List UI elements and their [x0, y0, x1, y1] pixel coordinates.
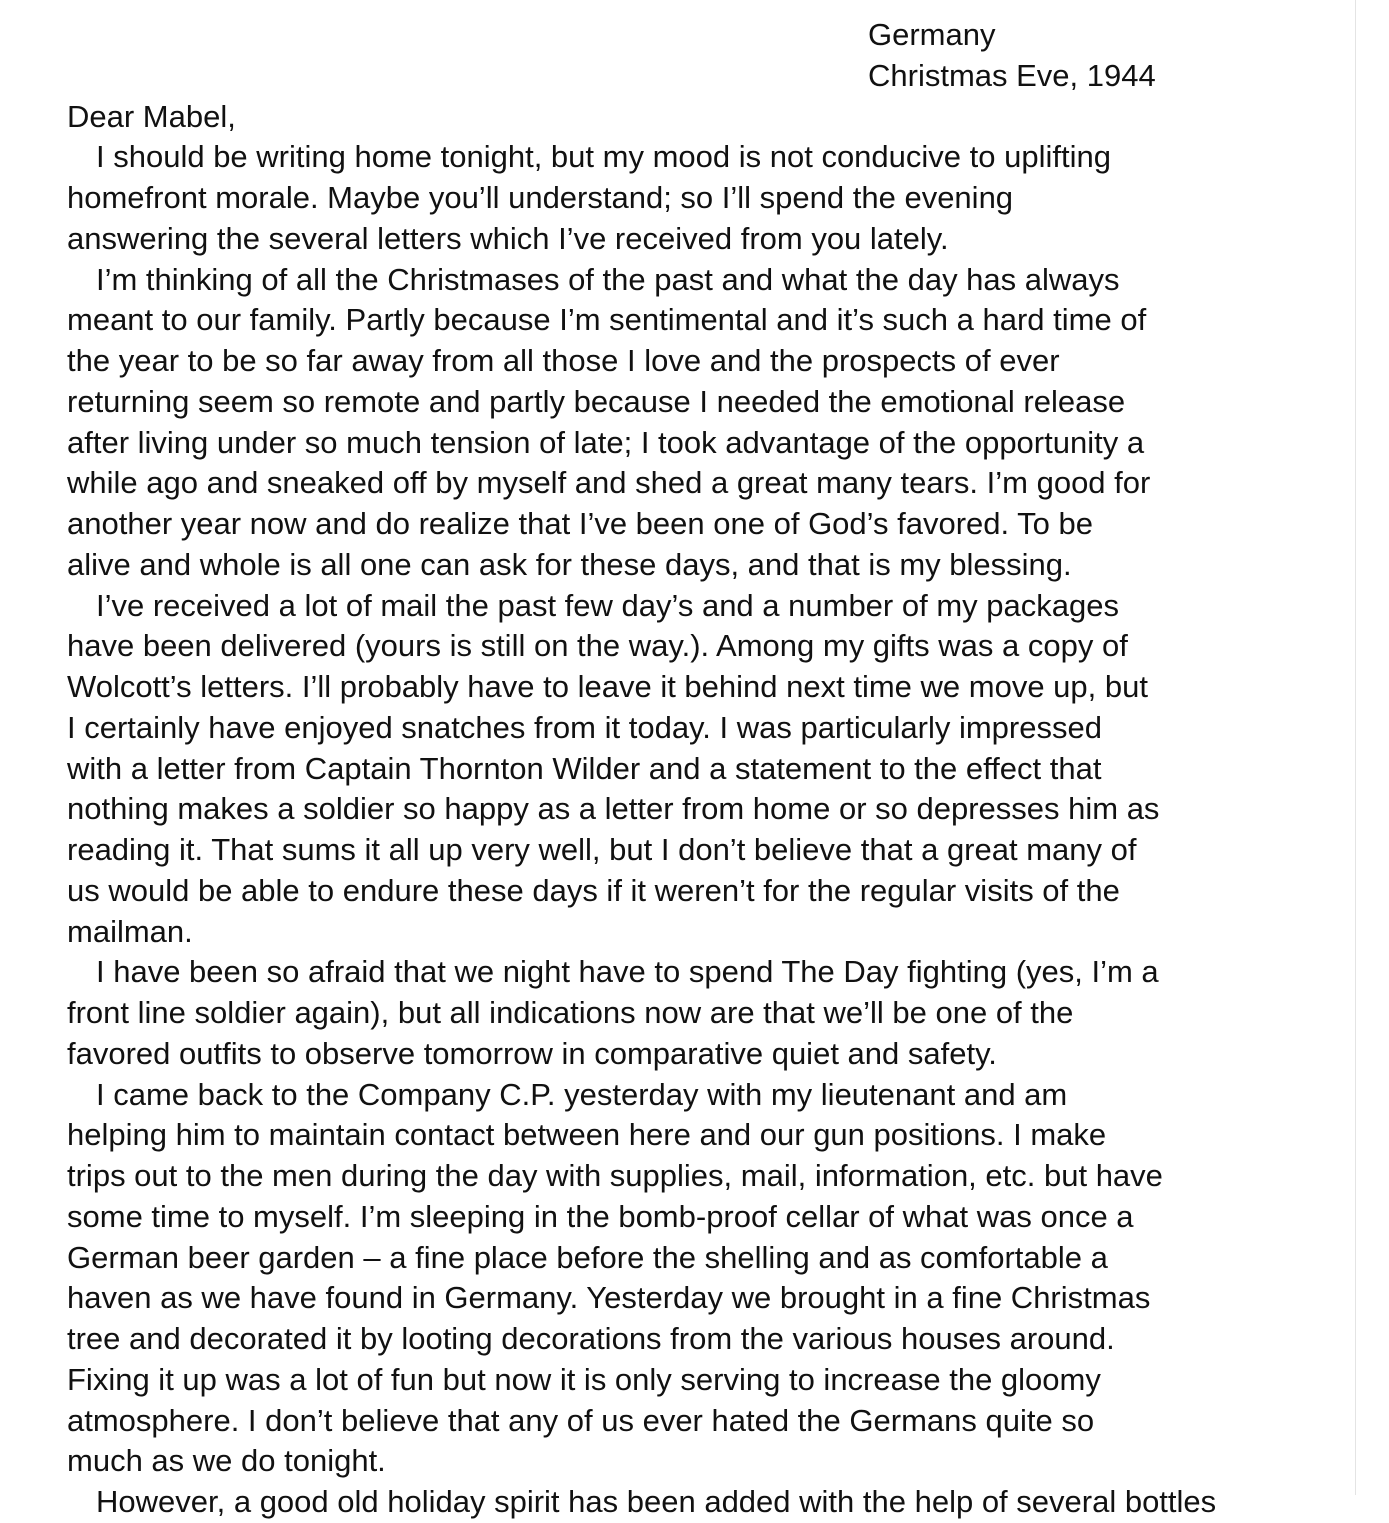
- paragraph-line: much as we do tonight.: [67, 1443, 386, 1479]
- paragraph-line: I should be writing home tonight, but my mood is not conducive to uplifting: [96, 139, 1111, 175]
- paragraph-line: returning seem so remote and partly because I needed the emotional release: [67, 383, 1126, 419]
- paragraph-line: the year to be so far away from all those I love and the prospects of ever: [67, 343, 1060, 378]
- paragraph-line: front line soldier again), but all indications now are that we’ll be one of the: [67, 995, 1074, 1030]
- paragraph-line: I certainly have enjoyed snatches from it today. I was particularly impressed: [67, 709, 1102, 745]
- paragraph-line: I have been so afraid that we night have to spend The Day fighting (yes, I’m a: [96, 954, 1159, 990]
- paragraph-line: some time to myself. I’m sleeping in the bomb-proof cellar of what was once a: [67, 1198, 1134, 1234]
- paragraph-line: However, a good old holiday spirit has been added with the help of several bottles: [96, 1484, 1217, 1519]
- paragraph-line: tree and decorated it by looting decorations from the various houses around.: [67, 1321, 1115, 1356]
- paragraph-line: haven as we have found in Germany. Yesterday we brought in a fine Christmas: [67, 1280, 1151, 1316]
- paragraph-line: us would be able to endure these days if it weren’t for the regular visits of the: [67, 872, 1120, 908]
- paragraph-line: meant to our family. Partly because I’m sentimental and it’s such a hard time of: [67, 302, 1147, 338]
- paragraph-line: reading it. That sums it all up very well, but I don’t believe that a great many of: [67, 832, 1137, 867]
- paragraph-line: I’m thinking of all the Christmases of the past and what the day has always: [96, 261, 1120, 297]
- paragraph-line: answering the several letters which I’ve received from you lately.: [67, 220, 949, 256]
- letter-paragraph: [67, 1075, 1307, 1483]
- paragraph-line: after living under so much tension of late; I took advantage of the opportunity a: [67, 424, 1145, 460]
- paragraph-line: have been delivered (yours is still on the way.). Among my gifts was a copy of: [67, 628, 1128, 664]
- paragraph-line: Fixing it up was a lot of fun but now it is only serving to increase the gloomy: [67, 1361, 1101, 1397]
- paragraph-line: Wolcott’s letters. I’ll probably have to leave it behind next time we move up, but: [67, 669, 1148, 704]
- paragraph-line: helping him to maintain contact between here and our gun positions. I make: [67, 1117, 1107, 1153]
- paragraph-line: alive and whole is all one can ask for these days, and that is my blessing.: [67, 546, 1072, 582]
- paragraph-line: nothing makes a soldier so happy as a letter from home or so depresses him as: [67, 791, 1160, 827]
- letter-body: [67, 15, 1307, 1523]
- letter-paragraph: [67, 586, 1307, 953]
- paragraph-line: with a letter from Captain Thornton Wilder and a statement to the effect that: [67, 750, 1102, 786]
- letter-paragraph: [67, 952, 1307, 1074]
- page-margin: [1356, 0, 1389, 1495]
- letter-date: Christmas Eve, 1944: [868, 57, 1156, 93]
- paragraph-line: while ago and sneaked off by myself and shed a great many tears. I’m good for: [67, 465, 1151, 501]
- paragraph-line: trips out to the men during the day with supplies, mail, information, etc. but have: [67, 1158, 1163, 1193]
- paragraph-line: I’ve received a lot of mail the past few day’s and a number of my packages: [96, 587, 1119, 623]
- paragraph-line: atmosphere. I don’t believe that any of us ever hated the Germans quite so: [67, 1402, 1095, 1438]
- letter-paragraph: [67, 137, 1307, 259]
- letter-paragraph: [67, 260, 1307, 586]
- paragraph-line: German beer garden – a fine place before the shelling and as comfortable a: [67, 1239, 1108, 1275]
- paragraph-line: I came back to the Company C.P. yesterday with my lieutenant and am: [96, 1076, 1068, 1112]
- paragraph-line: homefront morale. Maybe you’ll understand; so I’ll spend the evening: [67, 180, 1014, 215]
- paragraph-line: mailman.: [67, 913, 193, 949]
- paragraph-line: favored outfits to observe tomorrow in comparative quiet and safety.: [67, 1035, 997, 1071]
- letter-location: Germany: [868, 17, 996, 52]
- letter-paragraph: [67, 1482, 1307, 1523]
- letter-heading: [868, 15, 1307, 97]
- letter-salutation: Dear Mabel,: [67, 98, 236, 134]
- paragraph-line: another year now and do realize that I’ve been one of God’s favored. To be: [67, 506, 1093, 541]
- letter-paragraphs: [67, 137, 1307, 1523]
